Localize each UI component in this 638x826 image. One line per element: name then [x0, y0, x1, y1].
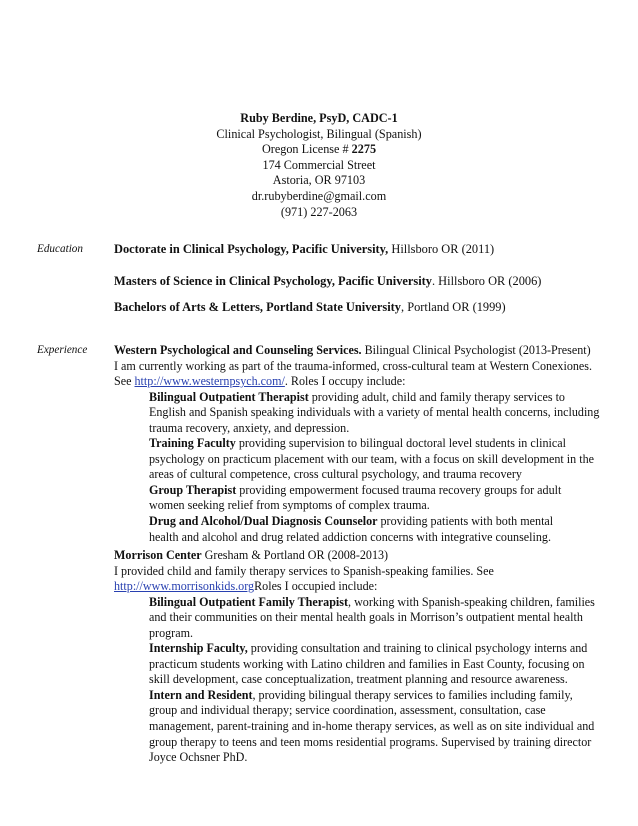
job-heading — [114, 548, 604, 564]
education-label: Education — [37, 243, 83, 255]
roles-intro: Roles I occupied include: — [254, 579, 378, 594]
job-heading — [114, 343, 604, 359]
employer-name: Western Psychological and Counseling Services. — [114, 343, 362, 357]
job-summary: Bilingual Clinical Psychologist (2013-Present) — [361, 343, 591, 357]
role-line: group and individual therapy; service coordination, assessment, consultation, case — [149, 703, 546, 718]
role-line: group therapy to teens and teen moms residential programs. Supervised by training director — [149, 734, 592, 749]
role-line — [149, 688, 604, 704]
license-number: 2275 — [351, 142, 377, 157]
employer-name: Morrison Center — [114, 548, 202, 562]
role-line: English and Spanish speaking individuals with a variety of mental health concerns, including — [149, 405, 600, 420]
role-title: Training Faculty — [149, 436, 236, 451]
role-line — [149, 436, 604, 452]
degree-detail: . Hillsboro OR (2006) — [431, 274, 542, 288]
degree-name: Bachelors of Arts & Letters, Portland State University — [114, 300, 401, 314]
role-line: women seeking relief from symptoms of complex trauma. — [149, 498, 430, 513]
role-line — [149, 641, 604, 657]
role-line: and their communities on their mental health goals in Morrison’s outpatient mental health — [149, 610, 583, 625]
role-description: providing adult, child and family therapy services to — [308, 389, 565, 404]
role-description: providing empowerment focused trauma recovery groups for adult — [236, 482, 562, 497]
role-line: trauma recovery, anxiety, and depression. — [149, 420, 350, 435]
education-item — [114, 300, 506, 315]
job-intro: I am currently working as part of the trauma-informed, cross-cultural team at Western Conexiones. — [114, 358, 593, 373]
degree-name: Doctorate in Clinical Psychology, Pacific University, — [114, 242, 389, 256]
experience-label: Experience — [37, 344, 88, 356]
role-title: Intern and Resident — [149, 687, 253, 702]
role-line — [149, 595, 604, 611]
job-link-line — [114, 374, 604, 390]
role-line: management, parent-training and in-home therapy services, as well as on site individual and — [149, 719, 595, 734]
role-line — [149, 483, 604, 499]
role-line: program. — [149, 625, 193, 640]
role-title: Group Therapist — [149, 482, 237, 497]
job-title: Clinical Psychologist, Bilingual (Spanish) — [216, 126, 422, 141]
degree-detail: Hillsboro OR (2011) — [388, 242, 495, 256]
job-link-line — [114, 579, 604, 595]
degree-detail: , Portland OR (1999) — [401, 300, 506, 314]
email-address: dr.rubyberdine@gmail.com — [251, 188, 387, 203]
see-text: See — [114, 374, 135, 389]
role-description: providing patients with both mental — [377, 514, 554, 529]
candidate-name: Ruby Berdine, PsyD, CADC-1 — [240, 111, 398, 125]
employer-website-link[interactable]: http://www.morrisonkids.org — [114, 579, 255, 594]
roles-list — [114, 595, 604, 766]
role-description: , providing bilingual therapy services to families including family, — [252, 687, 573, 702]
street-address: 174 Commercial Street — [262, 157, 376, 172]
role-description: providing consultation and training to clinical psychology interns and — [247, 641, 588, 656]
role-line: health and alcohol and drug related addiction concerns with integrative counseling. — [149, 529, 551, 544]
role-line: Joyce Ochsner PhD. — [149, 750, 248, 765]
phone-number: (971) 227-2063 — [280, 204, 358, 219]
role-line: psychology on practicum placement with our team, with a focus on skill development in the — [149, 451, 595, 466]
license-prefix: Oregon License # — [261, 142, 352, 157]
job-western — [114, 343, 604, 545]
employer-website-link[interactable]: http://www.westernpsych.com/ — [134, 374, 285, 389]
role-title: Internship Faculty, — [149, 641, 248, 656]
job-intro: I provided child and family therapy services to Spanish-speaking families. See — [114, 563, 494, 578]
role-title: Bilingual Outpatient Therapist — [149, 389, 309, 404]
city-state-zip: Astoria, OR 97103 — [272, 173, 366, 188]
role-line — [149, 390, 604, 406]
roles-list — [114, 390, 604, 545]
job-morrison — [114, 548, 604, 766]
education-item — [114, 274, 541, 289]
role-line: skill development, case conceptualization, treatment planning and resource awareness. — [149, 672, 568, 687]
role-description: , working with Spanish-speaking children, families — [348, 594, 595, 609]
role-title: Bilingual Outpatient Family Therapist — [149, 594, 349, 609]
contact-header — [0, 111, 638, 220]
role-line — [149, 514, 604, 530]
degree-name: Masters of Science in Clinical Psychology, Pacific University — [114, 274, 432, 288]
role-description: providing supervision to bilingual doctoral level students in clinical — [235, 436, 566, 451]
role-line: areas of cultural competence, cross cultural psychology, and trauma recovery — [149, 467, 522, 482]
job-summary: Gresham & Portland OR (2008-2013) — [201, 548, 389, 562]
role-line: practicum students working with Latino children and families in East County, focusing on — [149, 656, 585, 671]
role-title: Drug and Alcohol/Dual Diagnosis Counselor — [149, 514, 378, 529]
education-item — [114, 242, 494, 257]
license-line — [0, 142, 638, 158]
roles-intro: . Roles I occupy include: — [284, 374, 406, 389]
